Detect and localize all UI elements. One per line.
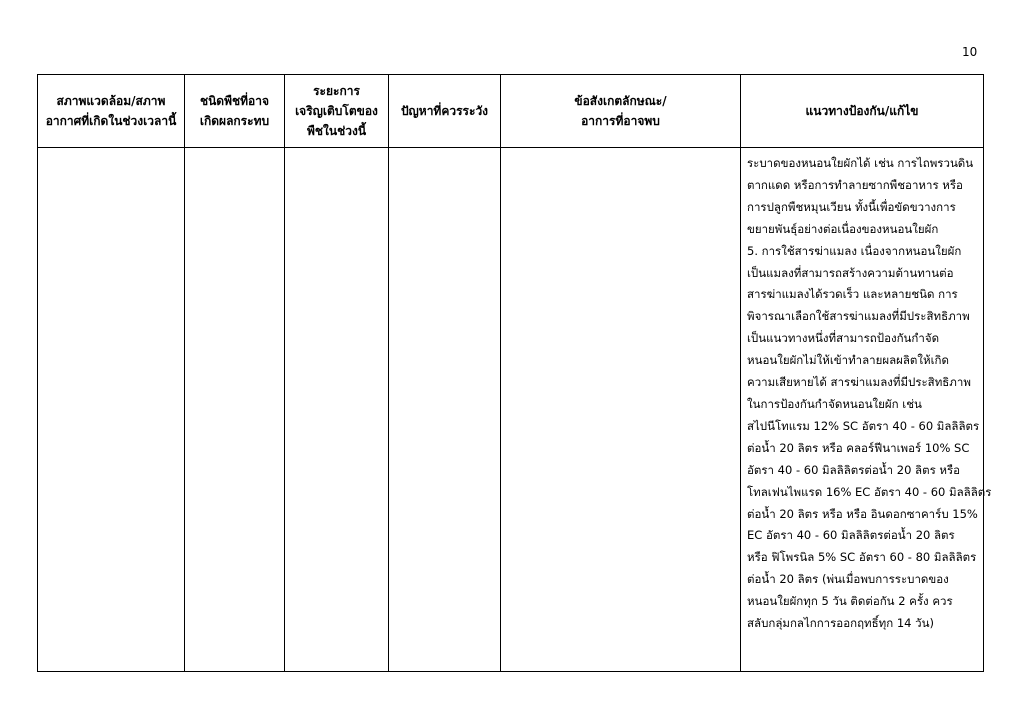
prevention-line: หนอนใยผักทุก 5 วัน ติดต่อกัน 2 ครั้ง ควร <box>747 594 953 609</box>
prevention-line: EC อัตรา 40 - 60 มิลลิลิตรต่อน้ำ 20 ลิตร <box>747 528 955 543</box>
page-number: 10 <box>962 45 978 59</box>
prevention-text <box>741 148 992 635</box>
prevention-line: อัตรา 40 - 60 มิลลิลิตรต่อน้ำ 20 ลิตร หรือ <box>747 462 961 477</box>
table-header-row <box>38 75 984 148</box>
cell-crop-type <box>185 148 285 672</box>
prevention-line: ความเสียหายได้ สารฆ่าแมลงที่มีประสิทธิภาพ <box>747 375 971 390</box>
prevention-line: หรือ ฟิโพรนิล 5% SC อัตรา 60 - 80 มิลลิลิตร <box>747 550 977 565</box>
prevention-line: ต่อน้ำ 20 ลิตร (พ่นเมื่อพบการระบาดของ <box>747 572 949 587</box>
prevention-line: เป็นแนวทางหนึ่งที่สามารถป้องกันกำจัด <box>747 331 940 346</box>
header-crop-type: ชนิดพืชที่อาจ เกิดผลกระทบ <box>185 75 285 148</box>
prevention-line: ต่อน้ำ 20 ลิตร หรือ หรือ อินดอกซาคาร์บ 15% <box>747 506 978 521</box>
prevention-line: ในการป้องกันกำจัดหนอนใยผัก เช่น <box>747 396 922 411</box>
prevention-line: สลับกลุ่มกลไกการออกฤทธิ์ทุก 14 วัน) <box>747 616 934 631</box>
prevention-line: หนอนใยผักไม่ให้เข้าทำลายผลผลิตให้เกิด <box>747 353 949 368</box>
prevention-line: เป็นแมลงที่สามารถสร้างความต้านทานต่อ <box>747 265 954 280</box>
prevention-line: การปลูกพืชหมุนเวียน ทั้งนี้เพื่อขัดขวางการ <box>747 199 956 214</box>
prevention-line: ขยายพันธุ์อย่างต่อเนื่องของหนอนใยผัก <box>747 221 939 236</box>
header-environment: สภาพแวดล้อม/สภาพ อากาศที่เกิดในช่วงเวลานี้ <box>38 75 185 148</box>
prevention-line: สไปนีโทแรม 12% SC อัตรา 40 - 60 มิลลิลิตร <box>747 418 980 433</box>
prevention-line: ตากแดด หรือการทำลายซากพืชอาหาร หรือ <box>747 177 963 192</box>
header-prevention: แนวทางป้องกัน/แก้ไข <box>741 75 984 148</box>
prevention-line: ระบาดของหนอนใยผักได้ เช่น การไถพรวนดิน <box>747 156 974 170</box>
prevention-line: สารฆ่าแมลงได้รวดเร็ว และหลายชนิด การ <box>747 287 958 302</box>
advisory-table <box>37 74 992 672</box>
prevention-line: ต่อน้ำ 20 ลิตร หรือ คลอร์ฟีนาเพอร์ 10% SC <box>747 440 970 455</box>
table-row <box>38 148 984 672</box>
prevention-line: โทลเฟนไพแรด 16% EC อัตรา 40 - 60 มิลลิลิตร <box>747 484 992 499</box>
cell-symptoms <box>501 148 741 672</box>
prevention-line: พิจารณาเลือกใช้สารฆ่าแมลงที่มีประสิทธิภาพ <box>747 309 970 324</box>
cell-environment <box>38 148 185 672</box>
header-symptoms: ข้อสังเกตลักษณะ/ อาการที่อาจพบ <box>501 75 741 148</box>
header-problem: ปัญหาที่ควรระวัง <box>389 75 501 148</box>
header-growth-stage: ระยะการ เจริญเติบโตของ พืชในช่วงนี้ <box>285 75 389 148</box>
cell-prevention <box>741 148 992 672</box>
cell-growth-stage <box>285 148 389 672</box>
cell-problem <box>389 148 501 672</box>
prevention-line: 5. การใช้สารฆ่าแมลง เนื่องจากหนอนใยผัก <box>747 243 962 258</box>
